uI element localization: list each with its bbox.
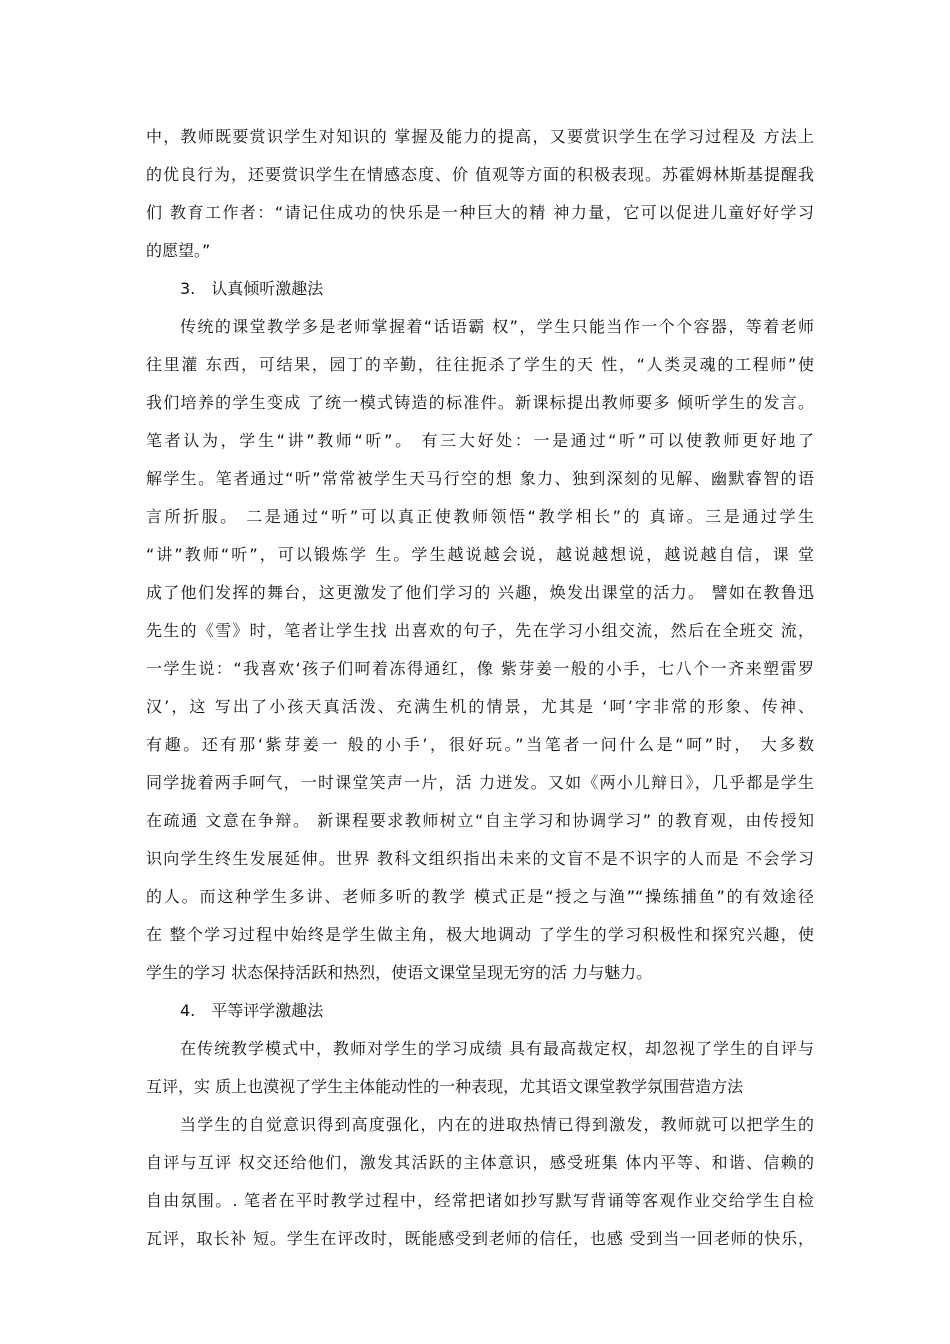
paragraph-line: 们 教育工作者：“请记住成功的快乐是一种巨大的精 神力量，它可以促进儿童好好学习 (146, 203, 814, 222)
paragraph-line: 当学生的自觉意识得到高度强化，内在的进取热情已得到激发，教师就可以把学生的 (180, 1115, 814, 1134)
paragraph-line: 互评，实 质上也漠视了学生主体能动性的一种表现，尤其语文课堂教学氛围营造方法 (146, 1077, 744, 1096)
paragraph-line: “讲”教师“听”，可以锻炼学 生。学生越说越会说，越说越想说，越说越自信，课 堂 (146, 545, 814, 564)
paragraph-line: 在传统教学模式中，教师对学生的学习成绩 具有最高裁定权，却忽视了学生的自评与 (180, 1039, 814, 1058)
paragraph-line: 的优良行为，还要赏识学生在情感态度、价 值观等方面的积极表现。苏霍姆林斯基提醒我 (146, 165, 814, 184)
paragraph-line: 在疏通 文意在争辩。 新课程要求教师树立“自主学习和协调学习” 的教育观，由传授知 (146, 811, 814, 830)
paragraph-line: 往里灌 东西，可结果，园丁的辛勤，往往扼杀了学生的天 性，“人类灵魂的工程师”使 (146, 355, 814, 374)
paragraph-line: 言所折服。 二是通过“听”可以真正使教师领悟“教学相长”的 真谛。三是通过学生 (146, 507, 814, 526)
paragraph-line: 中，教师既要赏识学生对知识的 掌握及能力的提高，又要赏识学生在学习过程及 方法上 (146, 127, 814, 146)
section-heading: 4. 平等评学激趣法 (180, 1001, 324, 1020)
paragraph-line: 学生的学习 状态保持活跃和热烈，使语文课堂呈现无穷的活 力与魅力。 (146, 963, 653, 982)
paragraph-line: 识向学生终生发展延伸。世界 教科文组织指出未来的文盲不是不识字的人而是 不会学习 (146, 849, 814, 868)
paragraph-line: 的人。而这种学生多讲、老师多听的教学 模式正是“授之与渔”“操练捕鱼”的有效途径 (146, 887, 814, 906)
paragraph-line: 一学生说：“我喜欢‘孩子们呵着冻得通红，像 紫芽姜一般的小手，七八个一齐来塑雷罗 (146, 659, 814, 678)
paragraph-line: 成了他们发挥的舞台，这更激发了他们学习的 兴趣，焕发出课堂的活力。 譬如在教鲁迅 (146, 583, 814, 602)
paragraph-line: 先生的《雪》时，笔者让学生找 出喜欢的句子，先在学习小组交流，然后在全班交 流， (146, 621, 814, 640)
paragraph-line: 汉’，这 写出了小孩天真活泼、充满生机的情景，尤其是 ‘呵’字非常的形象、传神、 (146, 697, 814, 716)
paragraph-line: 在 整个学习过程中始终是学生做主角，极大地调动 了学生的学习积极性和探究兴趣，使 (146, 925, 814, 944)
section-heading: 3. 认真倾听激趣法 (180, 279, 324, 298)
paragraph-line: 自由氛围。. 笔者在平时教学过程中，经常把诸如抄写默写背诵等客观作业交给学生自检 (146, 1191, 814, 1210)
paragraph-line: 瓦评，取长补 短。学生在评改时，既能感受到老师的信任，也感 受到当一回老师的快乐， (146, 1229, 814, 1248)
paragraph-line: 的愿望。” (146, 241, 211, 260)
paragraph-line: 同学拢着两手呵气，一时课堂笑声一片，活 力迸发。又如《两小儿辩日》，几乎都是学生 (146, 773, 814, 792)
paragraph-line: 我们培养的学生变成 了统一模式铸造的标准件。新课标提出教师要多 倾听学生的发言。 (146, 393, 814, 412)
paragraph-line: 笔者认为，学生“讲”教师“听”。 有三大好处：一是通过“听”可以使教师更好地了 (146, 431, 814, 450)
paragraph-line: 有趣。还有那‘紫芽姜一 般的小手’，很好玩。”当笔者一问什么是“呵”时， 大多数 (146, 735, 814, 754)
paragraph-line: 传统的课堂教学多是老师掌握着“话语霸 权”，学生只能当作一个个容器，等着老师 (180, 317, 814, 336)
paragraph-line: 自评与互评 权交还给他们，激发其活跃的主体意识，感受班集 体内平等、和谐、信赖的 (146, 1153, 814, 1172)
paragraph-line: 解学生。笔者通过“听”常常被学生天马行空的想 象力、独到深刻的见解、幽默睿智的语 (146, 469, 814, 488)
